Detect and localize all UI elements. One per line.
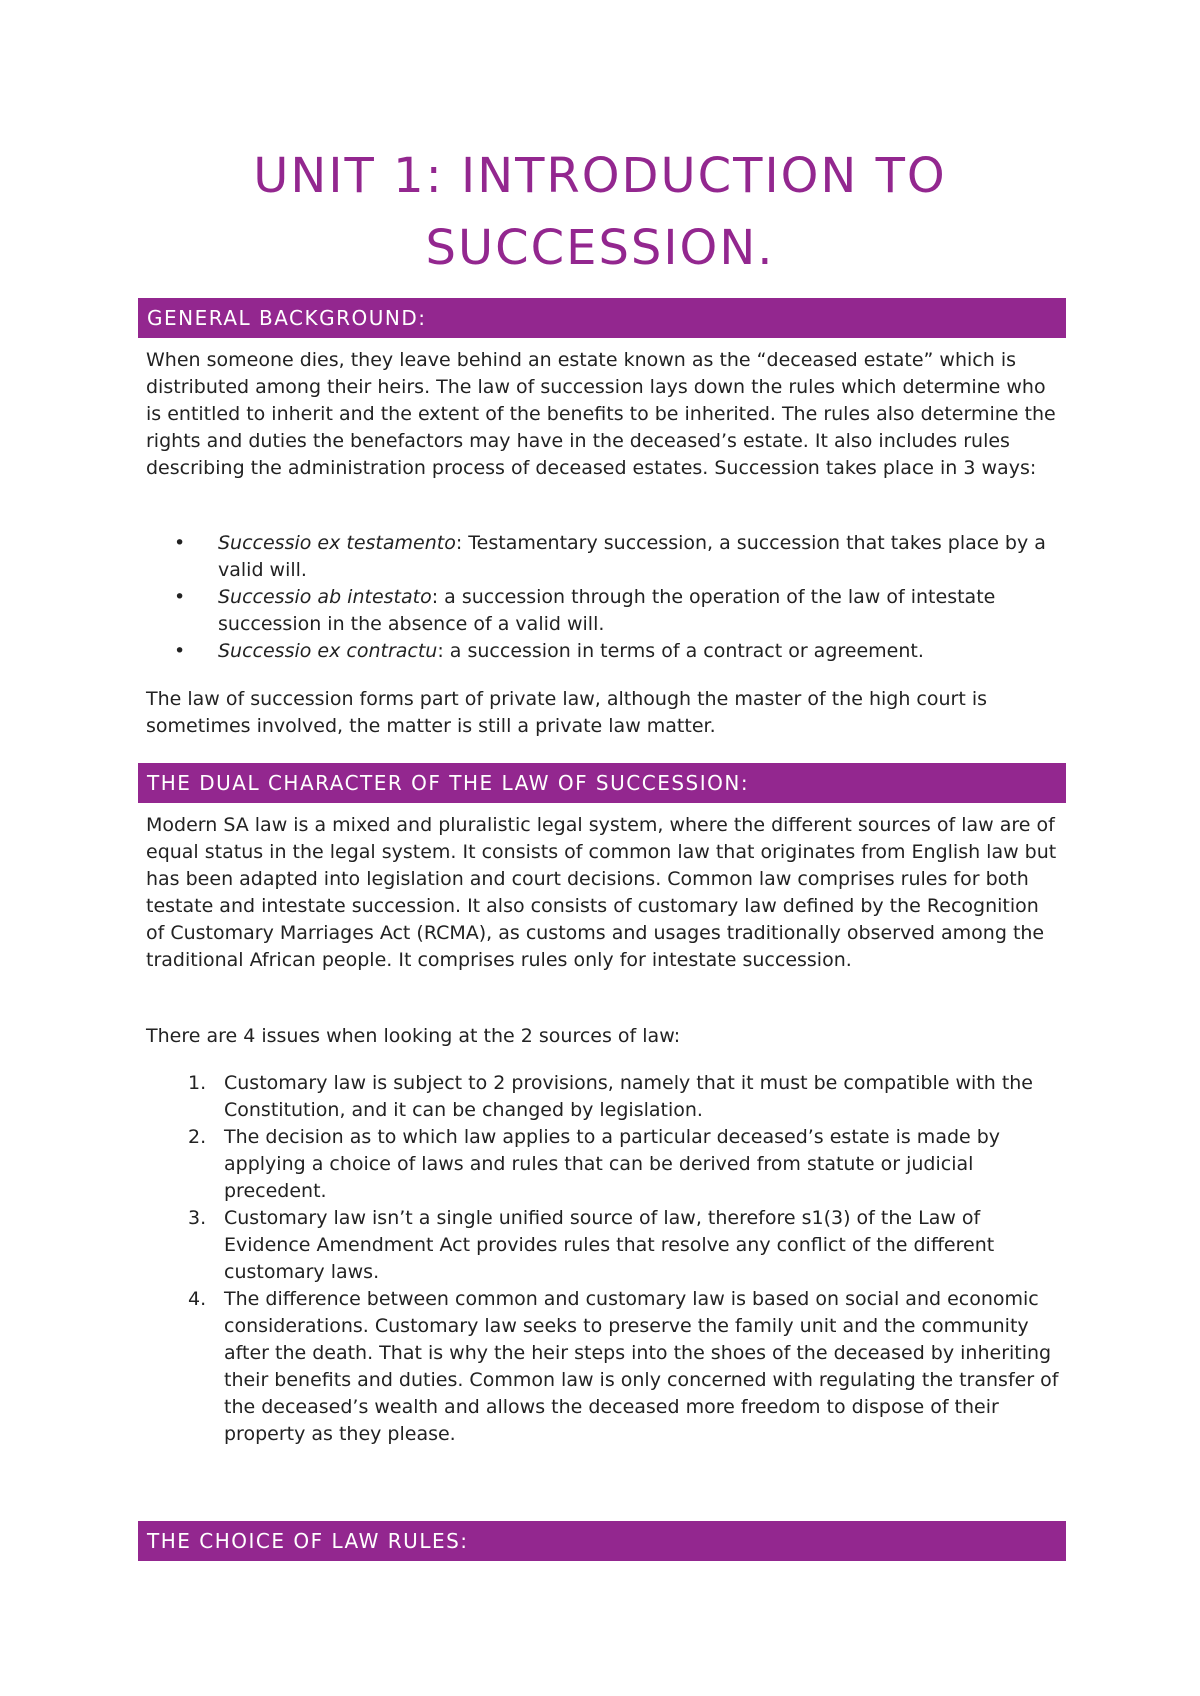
list-item-term: Successio ex testamento [218,532,456,554]
succession-ways-list [146,530,1061,665]
list-item [146,1070,1061,1124]
issues-intro: There are 4 issues when looking at the 2 sources of law: [146,1025,681,1047]
issues-list [146,1070,1061,1448]
list-item-term: Successio ex contractu [218,640,438,662]
bullet-icon: • [174,586,186,608]
page-title [0,140,1200,284]
list-number: 2. [188,1126,207,1148]
bullet-icon: • [174,640,186,662]
list-item [146,1124,1061,1205]
section-heading-choice-of-law: THE CHOICE OF LAW RULES: [138,1521,1066,1561]
list-number: 3. [188,1207,207,1229]
section-heading-dual-character: THE DUAL CHARACTER OF THE LAW OF SUCCESSION: [138,763,1066,803]
list-item [146,584,1061,638]
list-item [146,1286,1061,1448]
list-number: 1. [188,1072,207,1094]
list-item-term: Successio ab intestato [218,586,432,608]
list-item [146,530,1061,584]
page-title-line-2: SUCCESSION. [425,220,775,276]
list-item-text: : a succession in terms of a contract or agreement. [437,640,924,662]
list-item [146,638,1061,665]
section-heading-general-background: GENERAL BACKGROUND: [138,298,1066,338]
list-item-text: The decision as to which law applies to a particular deceased’s estate is made by applying a choice of laws and rules that can be derived from statute or judicial precedent. [224,1126,1001,1202]
list-item-text: The difference between common and customary law is based on social and economic considerations. Customary law seeks to preserve the family unit and the community after the death. That is why the heir steps into the shoes of the deceased by inheriting their benefits and duties. Common law is only concerned with regulating the transfer of the deceased’s wealth and allows the deceased more freedom to dispose of their property as they please. [224,1288,1059,1445]
list-item-text: : a succession through the operation of the law of intestate succession in the absence of a valid will. [218,586,996,635]
list-item-text: Customary law is subject to 2 provisions, namely that it must be compatible with the Constitution, and it can be changed by legislation. [224,1072,1033,1121]
list-item [146,1205,1061,1286]
bullet-icon: • [174,532,186,554]
general-background-intro: When someone dies, they leave behind an estate known as the “deceased estate” which is distributed among their heirs. The law of succession lays down the rules which determine who is entitled to inherit and the extent of the benefits to be inherited. The rules also determine the rights and duties the benefactors may have in the deceased’s estate. It also includes rules describing the administration process of deceased estates. Succession takes place in 3 ways: [146,349,1056,479]
list-item-text: : Testamentary succession, a succession that takes place by a valid will. [218,532,1046,581]
dual-character-intro: Modern SA law is a mixed and pluralistic legal system, where the different sources of law are of equal status in the legal system. It consists of common law that originates from English law but has been adapted into legislation and court decisions. Common law comprises rules for both testate and intestate succession. It also consists of customary law defined by the Recognition of Customary Marriages Act (RCMA), as customs and usages traditionally observed among the traditional African people. It comprises rules only for intestate succession. [146,814,1057,971]
general-background-closing: The law of succession forms part of private law, although the master of the high court is sometimes involved, the matter is still a private law matter. [146,688,988,737]
page-title-line-1: UNIT 1: INTRODUCTION TO [253,148,947,204]
list-item-text: Customary law isn’t a single unified source of law, therefore s1(3) of the Law of Evidence Amendment Act provides rules that resolve any conflict of the different customary laws. [224,1207,995,1283]
list-number: 4. [188,1288,207,1310]
